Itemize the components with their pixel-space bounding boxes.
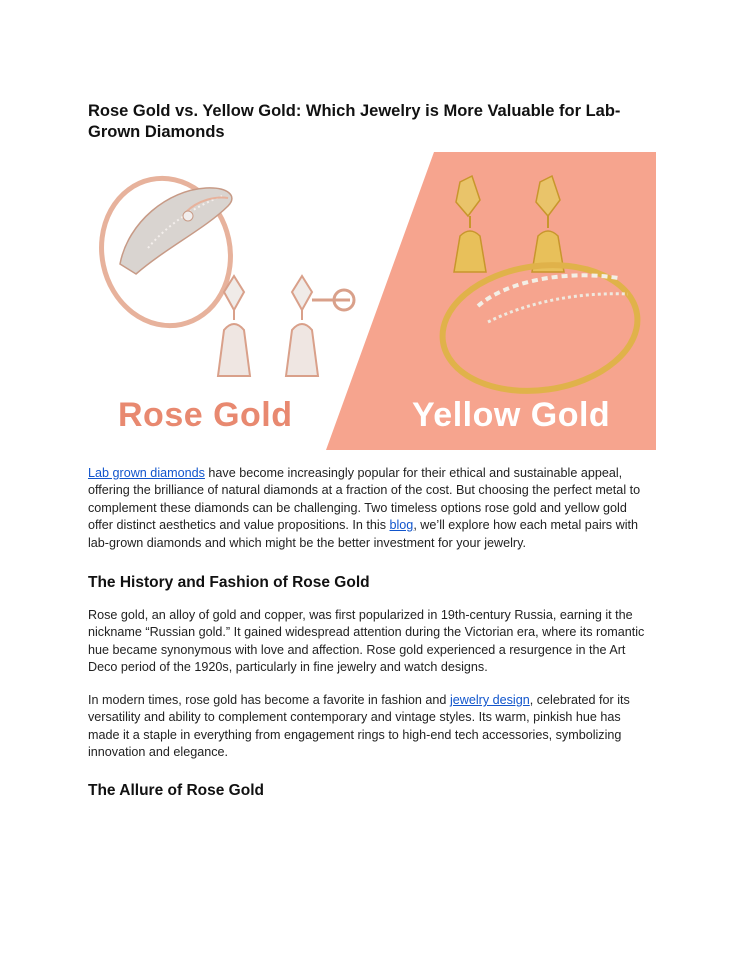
yellow-gold-label: Yellow Gold xyxy=(412,396,611,434)
section-heading-allure: The Allure of Rose Gold xyxy=(88,782,264,799)
jewelry-design-link[interactable]: jewelry design xyxy=(449,693,530,707)
intro-paragraph: Lab grown diamonds have become increasingly popular for their ethical and sustainable appeal, offering the brilliance of natural diamonds at a fraction of the cost. But choosing the perfect metal to complement these diamonds can be challenging. Two timeless options rose gold and yellow gold offer distinct aesthetics and value propositions. In this blog, we’ll explore how each metal pairs with lab-grown diamonds and which might be the better investment for your jewelry. xyxy=(88,466,641,550)
modern-paragraph: In modern times, rose gold has become a favorite in fashion and jewelry design, celebrated for its versatility and ability to complement contemporary and vintage styles. Its warm, pinkish hue has made it a staple in everything from engagement rings to high-end tech accessories, symbolizing innovation and elegance. xyxy=(88,693,630,760)
rose-gold-label: Rose Gold xyxy=(118,396,293,434)
blog-link[interactable]: blog xyxy=(389,518,414,533)
lab-grown-diamonds-link[interactable]: Lab grown diamonds xyxy=(88,466,205,480)
section-heading-history: The History and Fashion of Rose Gold xyxy=(88,574,370,591)
article-title: Rose Gold vs. Yellow Gold: Which Jewelry is More Valuable for Lab-Grown Diamonds xyxy=(88,102,621,141)
history-paragraph: Rose gold, an alloy of gold and copper, was first popularized in 19th-century Russia, earning it the nickname “Russian gold.” It gained widespread attention during the Victorian era, where its romantic hue became synonymous with love and affection. Rose gold experienced a resurgence in the Art Deco period of the 1920s, particularly in fine jewelry and watch designs. xyxy=(88,608,645,675)
hero-image xyxy=(88,152,656,450)
